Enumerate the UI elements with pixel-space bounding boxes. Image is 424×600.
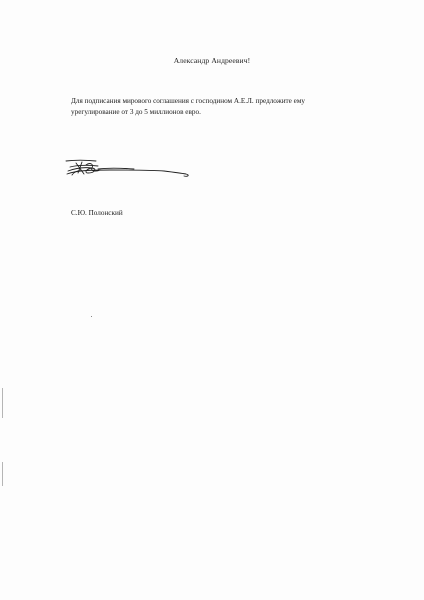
signatory-name: С.Ю. Полонский <box>71 209 123 217</box>
letter-body <box>71 96 371 118</box>
scan-edge-mark <box>2 462 3 486</box>
body-line: Для подписания мирового соглашения с господином А.Е.Л. предложите ему <box>71 97 305 105</box>
salutation: Александр Андреевич! <box>173 56 251 65</box>
scan-edge-mark <box>2 388 3 418</box>
scan-speck <box>91 316 92 317</box>
body-line: урегулирование от 3 до 5 миллионов евро. <box>71 108 201 117</box>
signature-icon <box>64 156 194 182</box>
